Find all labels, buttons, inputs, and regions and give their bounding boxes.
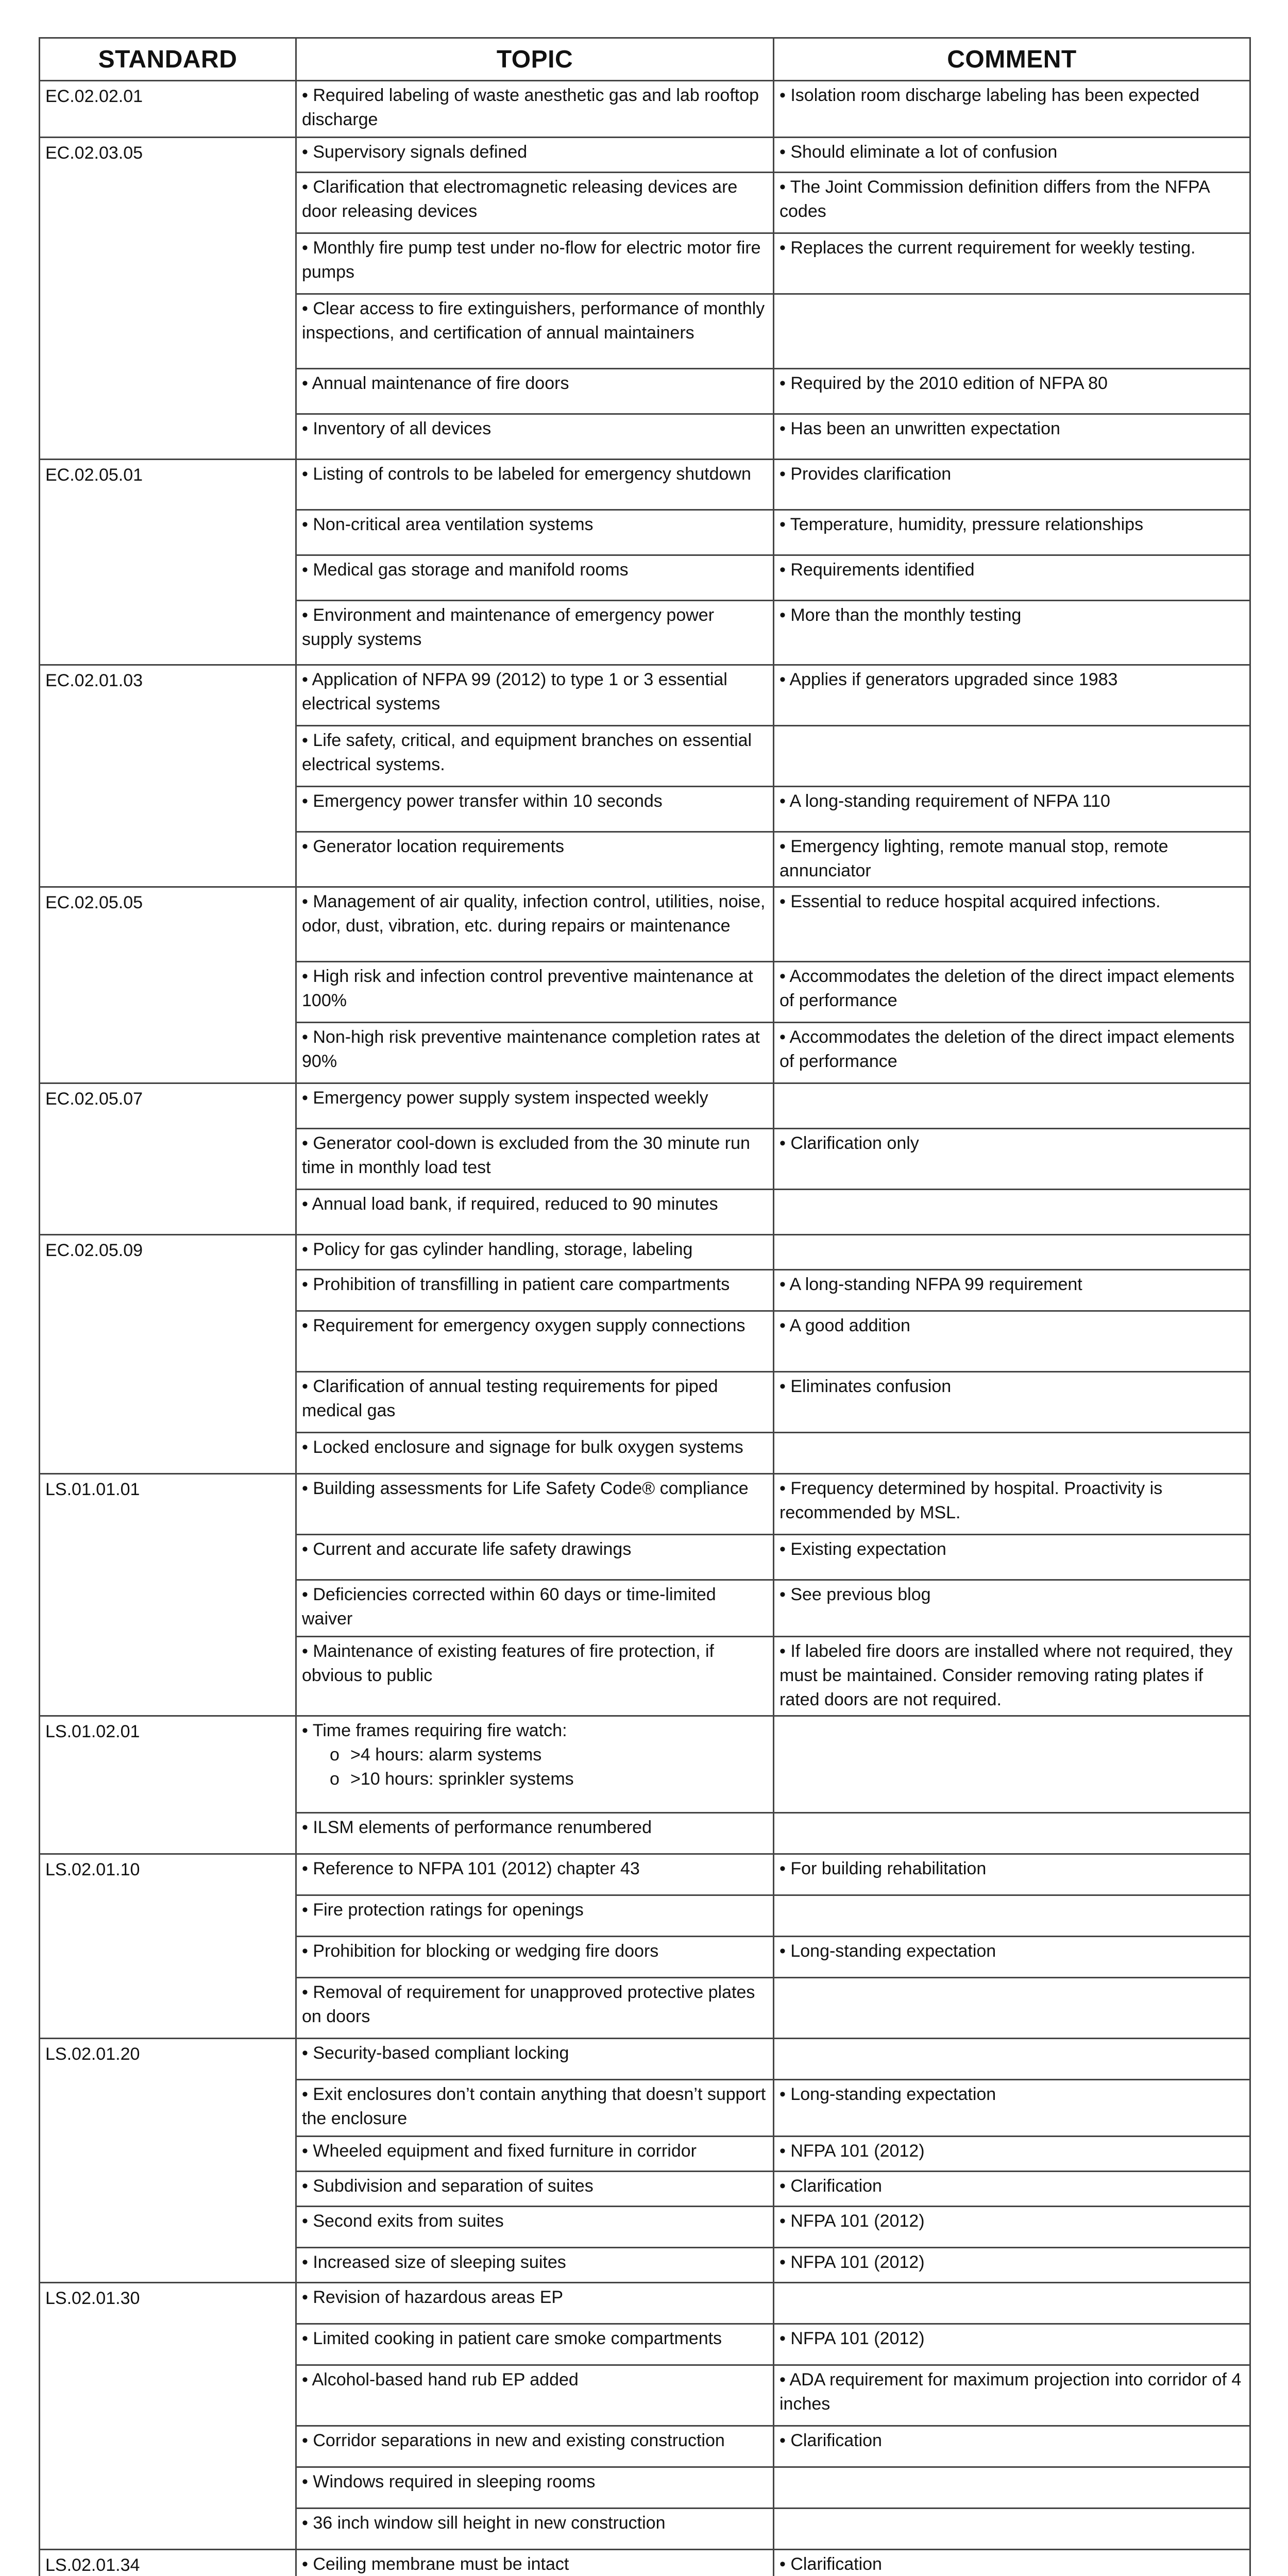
topic-text: • Alcohol-based hand rub EP added — [302, 2370, 579, 2389]
topic-cell — [296, 555, 774, 601]
header-comment: COMMENT — [774, 38, 1250, 81]
topic-cell — [296, 81, 774, 138]
topic-text: • Increased size of sleeping suites — [302, 2252, 566, 2272]
standard-cell: EC.02.02.01 — [40, 81, 296, 138]
comment-cell: • Eliminates confusion — [774, 1372, 1250, 1433]
comment-cell: • Long-standing expectation — [774, 2080, 1250, 2137]
comment-cell: • Clarification — [774, 2426, 1250, 2467]
comment-cell — [774, 2039, 1250, 2080]
comment-cell: • A good addition — [774, 1311, 1250, 1372]
topic-text: • Deficiencies corrected within 60 days or time-limited waiver — [302, 1585, 716, 1629]
topic-cell — [296, 510, 774, 555]
topic-cell — [296, 2365, 774, 2426]
topic-text: • Limited cooking in patient care smoke compartments — [302, 2329, 722, 2348]
comment-cell: • Existing expectation — [774, 1535, 1250, 1580]
comment-cell: • Temperature, humidity, pressure relationships — [774, 510, 1250, 555]
topic-cell — [296, 962, 774, 1023]
comment-cell: • Clarification only — [774, 1129, 1250, 1190]
comment-cell: • ADA requirement for maximum projection into corridor of 4 inches — [774, 2365, 1250, 2426]
topic-text: • Management of air quality, infection control, utilities, noise, odor, dust, vibration, etc. during repairs or maintenance — [302, 892, 766, 936]
topic-text: • High risk and infection control preventive maintenance at 100% — [302, 967, 753, 1010]
topic-subitem-text: >4 hours: alarm systems — [350, 1745, 542, 1765]
topic-cell — [296, 1937, 774, 1978]
comment-cell: • Emergency lighting, remote manual stop, remote annunciator — [774, 832, 1250, 887]
standard-cell: LS.02.01.34 — [40, 2550, 296, 2576]
comment-cell — [774, 1083, 1250, 1129]
topic-cell — [296, 1311, 774, 1372]
topic-cell — [296, 1235, 774, 1270]
header-row — [40, 38, 1250, 81]
topic-cell — [296, 1637, 774, 1716]
comment-cell: • NFPA 101 (2012) — [774, 2248, 1250, 2283]
comment-cell — [774, 726, 1250, 787]
topic-cell — [296, 1580, 774, 1637]
topic-text: • Emergency power transfer within 10 seconds — [302, 791, 663, 811]
topic-cell — [296, 1474, 774, 1535]
comment-cell: • Should eliminate a lot of confusion — [774, 138, 1250, 173]
topic-text: • Generator cool-down is excluded from the 30 minute run time in monthly load test — [302, 1133, 750, 1177]
standard-cell: LS.01.01.01 — [40, 1474, 296, 1716]
comment-cell: • If labeled fire doors are installed where not required, they must be maintained. Consider removing rating plates if rated doors are not required. — [774, 1637, 1250, 1716]
comment-cell: • Clarification — [774, 2550, 1250, 2576]
comment-cell — [774, 1895, 1250, 1937]
comment-cell: • For building rehabilitation — [774, 1854, 1250, 1895]
topic-text: • Fire protection ratings for openings — [302, 1900, 584, 1920]
comment-cell: • NFPA 101 (2012) — [774, 2324, 1250, 2365]
topic-text: • Removal of requirement for unapproved protective plates on doors — [302, 1982, 755, 2026]
comment-cell — [774, 1235, 1250, 1270]
topic-text: • Clarification of annual testing requirements for piped medical gas — [302, 1377, 718, 1420]
table-row — [40, 81, 1250, 138]
topic-text: • Security-based compliant locking — [302, 2043, 569, 2063]
topic-cell — [296, 138, 774, 173]
topic-subitem-text: >10 hours: sprinkler systems — [350, 1769, 574, 1789]
topic-cell — [296, 832, 774, 887]
standard-cell: EC.02.05.05 — [40, 887, 296, 1083]
topic-text: • Annual load bank, if required, reduced to 90 minutes — [302, 1194, 718, 1214]
topic-cell — [296, 887, 774, 962]
comment-cell: • Requirements identified — [774, 555, 1250, 601]
topic-text: • Ceiling membrane must be intact — [302, 2554, 569, 2574]
topic-cell — [296, 1433, 774, 1474]
topic-text: • Environment and maintenance of emergency power supply systems — [302, 605, 715, 649]
topic-text: • Locked enclosure and signage for bulk oxygen systems — [302, 1437, 743, 1457]
topic-cell — [296, 2039, 774, 2080]
table-row — [40, 2039, 1250, 2080]
topic-text: • Current and accurate life safety drawings — [302, 1539, 632, 1559]
topic-cell — [296, 1270, 774, 1311]
topic-text: • Requirement for emergency oxygen supply connections — [302, 1316, 745, 1335]
topic-cell — [296, 460, 774, 510]
standards-table — [39, 37, 1251, 2576]
comment-cell — [774, 1433, 1250, 1474]
topic-text: • Building assessments for Life Safety Code® compliance — [302, 1479, 749, 1498]
topic-text: • Policy for gas cylinder handling, storage, labeling — [302, 1240, 693, 1259]
comment-cell: • Replaces the current requirement for weekly testing. — [774, 233, 1250, 294]
table-row — [40, 460, 1250, 510]
comment-cell: • Isolation room discharge labeling has been expected — [774, 81, 1250, 138]
topic-cell — [296, 2207, 774, 2248]
topic-cell — [296, 2137, 774, 2172]
topic-cell — [296, 787, 774, 832]
comment-cell: • Essential to reduce hospital acquired infections. — [774, 887, 1250, 962]
standard-cell: LS.02.01.20 — [40, 2039, 296, 2283]
table-row — [40, 2550, 1250, 2576]
comment-cell: • Provides clarification — [774, 460, 1250, 510]
comment-cell: • Clarification — [774, 2172, 1250, 2207]
topic-cell — [296, 1535, 774, 1580]
topic-text: • Listing of controls to be labeled for emergency shutdown — [302, 464, 751, 484]
topic-cell — [296, 1813, 774, 1854]
standards-document — [39, 37, 1249, 2576]
topic-cell — [296, 2509, 774, 2550]
topic-text: • Corridor separations in new and existing construction — [302, 2431, 725, 2450]
comment-cell: • NFPA 101 (2012) — [774, 2207, 1250, 2248]
topic-cell — [296, 369, 774, 414]
topic-text: • Life safety, critical, and equipment branches on essential electrical systems. — [302, 731, 752, 774]
topic-text: • Medical gas storage and manifold rooms — [302, 560, 629, 580]
comment-cell: • Has been an unwritten expectation — [774, 414, 1250, 460]
topic-text: • Second exits from suites — [302, 2211, 504, 2231]
table-body — [40, 81, 1250, 2576]
topic-cell — [296, 414, 774, 460]
comment-cell: • Long-standing expectation — [774, 1937, 1250, 1978]
topic-cell — [296, 1716, 774, 1813]
topic-text: • Non-critical area ventilation systems — [302, 515, 594, 534]
topic-text: • Clear access to fire extinguishers, performance of monthly inspections, and certification of annual maintainers — [302, 299, 765, 343]
topic-cell — [296, 1083, 774, 1129]
topic-cell — [296, 173, 774, 233]
topic-subitem — [302, 1767, 768, 1791]
topic-text: • Exit enclosures don’t contain anything that doesn’t support the enclosure — [302, 2084, 766, 2128]
topic-cell — [296, 2283, 774, 2324]
table-row — [40, 1716, 1250, 1813]
comment-cell — [774, 2467, 1250, 2509]
topic-cell — [296, 1023, 774, 1083]
topic-text: • Supervisory signals defined — [302, 142, 528, 162]
table-row — [40, 665, 1250, 726]
topic-cell — [296, 2080, 774, 2137]
topic-text: • Prohibition of transfilling in patient care compartments — [302, 1275, 730, 1294]
topic-text: • Clarification that electromagnetic releasing devices are door releasing devices — [302, 177, 738, 221]
header-standard: STANDARD — [40, 38, 296, 81]
topic-cell — [296, 1129, 774, 1190]
standard-cell: LS.02.01.30 — [40, 2283, 296, 2550]
topic-cell — [296, 1372, 774, 1433]
comment-cell — [774, 1190, 1250, 1235]
topic-text: • Monthly fire pump test under no-flow for electric motor fire pumps — [302, 238, 761, 282]
topic-cell — [296, 2172, 774, 2207]
topic-cell — [296, 294, 774, 369]
topic-text: • ILSM elements of performance renumbered — [302, 1818, 652, 1837]
table-row — [40, 1854, 1250, 1895]
topic-cell — [296, 2324, 774, 2365]
topic-text: • Revision of hazardous areas EP — [302, 2287, 564, 2307]
header-topic: TOPIC — [296, 38, 774, 81]
table-row — [40, 1083, 1250, 1129]
comment-cell: • Frequency determined by hospital. Proactivity is recommended by MSL. — [774, 1474, 1250, 1535]
topic-cell — [296, 233, 774, 294]
topic-text: • Inventory of all devices — [302, 419, 492, 438]
topic-text: • Annual maintenance of fire doors — [302, 374, 569, 393]
topic-text: • Maintenance of existing features of fire protection, if obvious to public — [302, 1641, 714, 1685]
standard-cell: EC.02.05.07 — [40, 1083, 296, 1235]
standard-cell: LS.01.02.01 — [40, 1716, 296, 1854]
topic-cell — [296, 601, 774, 665]
topic-subitem — [302, 1743, 768, 1767]
topic-cell — [296, 2550, 774, 2576]
table-row — [40, 138, 1250, 173]
topic-cell — [296, 2248, 774, 2283]
comment-cell: • Accommodates the deletion of the direct impact elements of performance — [774, 1023, 1250, 1083]
topic-text: • Generator location requirements — [302, 837, 564, 856]
comment-cell — [774, 1813, 1250, 1854]
topic-cell — [296, 726, 774, 787]
topic-text: • Subdivision and separation of suites — [302, 2176, 594, 2196]
standard-cell: EC.02.03.05 — [40, 138, 296, 460]
topic-text: • Non-high risk preventive maintenance completion rates at 90% — [302, 1027, 760, 1071]
topic-cell — [296, 1190, 774, 1235]
comment-cell: • NFPA 101 (2012) — [774, 2137, 1250, 2172]
comment-cell: • More than the monthly testing — [774, 601, 1250, 665]
topic-cell — [296, 665, 774, 726]
table-row — [40, 1474, 1250, 1535]
comment-cell — [774, 2283, 1250, 2324]
topic-text: • Reference to NFPA 101 (2012) chapter 43 — [302, 1859, 640, 1878]
standard-cell: LS.02.01.10 — [40, 1854, 296, 2039]
topic-cell — [296, 1854, 774, 1895]
topic-text: • Application of NFPA 99 (2012) to type 1 or 3 essential electrical systems — [302, 670, 727, 714]
comment-cell: • A long-standing requirement of NFPA 110 — [774, 787, 1250, 832]
topic-text: • Windows required in sleeping rooms — [302, 2472, 596, 2492]
comment-cell — [774, 294, 1250, 369]
table-row — [40, 887, 1250, 962]
table-row — [40, 1235, 1250, 1270]
comment-cell: • Required by the 2010 edition of NFPA 80 — [774, 369, 1250, 414]
comment-cell — [774, 1716, 1250, 1813]
topic-text: • Emergency power supply system inspected weekly — [302, 1088, 708, 1108]
comment-cell: • The Joint Commission definition differs from the NFPA codes — [774, 173, 1250, 233]
table-row — [40, 2283, 1250, 2324]
topic-text: • Time frames requiring fire watch: — [302, 1721, 567, 1740]
comment-cell: • See previous blog — [774, 1580, 1250, 1637]
topic-text: • Prohibition for blocking or wedging fire doors — [302, 1941, 659, 1961]
comment-cell: • Accommodates the deletion of the direct impact elements of performance — [774, 962, 1250, 1023]
topic-cell — [296, 1978, 774, 2039]
topic-cell — [296, 2467, 774, 2509]
standard-cell: EC.02.05.01 — [40, 460, 296, 665]
topic-cell — [296, 1895, 774, 1937]
topic-text: • 36 inch window sill height in new construction — [302, 2513, 666, 2533]
comment-cell: • Applies if generators upgraded since 1983 — [774, 665, 1250, 726]
standard-cell: EC.02.05.09 — [40, 1235, 296, 1474]
topic-cell — [296, 2426, 774, 2467]
comment-cell — [774, 2509, 1250, 2550]
comment-cell — [774, 1978, 1250, 2039]
topic-text: • Required labeling of waste anesthetic gas and lab rooftop discharge — [302, 86, 759, 129]
topic-text: • Wheeled equipment and fixed furniture in corridor — [302, 2141, 697, 2161]
comment-cell: • A long-standing NFPA 99 requirement — [774, 1270, 1250, 1311]
standard-cell: EC.02.01.03 — [40, 665, 296, 887]
